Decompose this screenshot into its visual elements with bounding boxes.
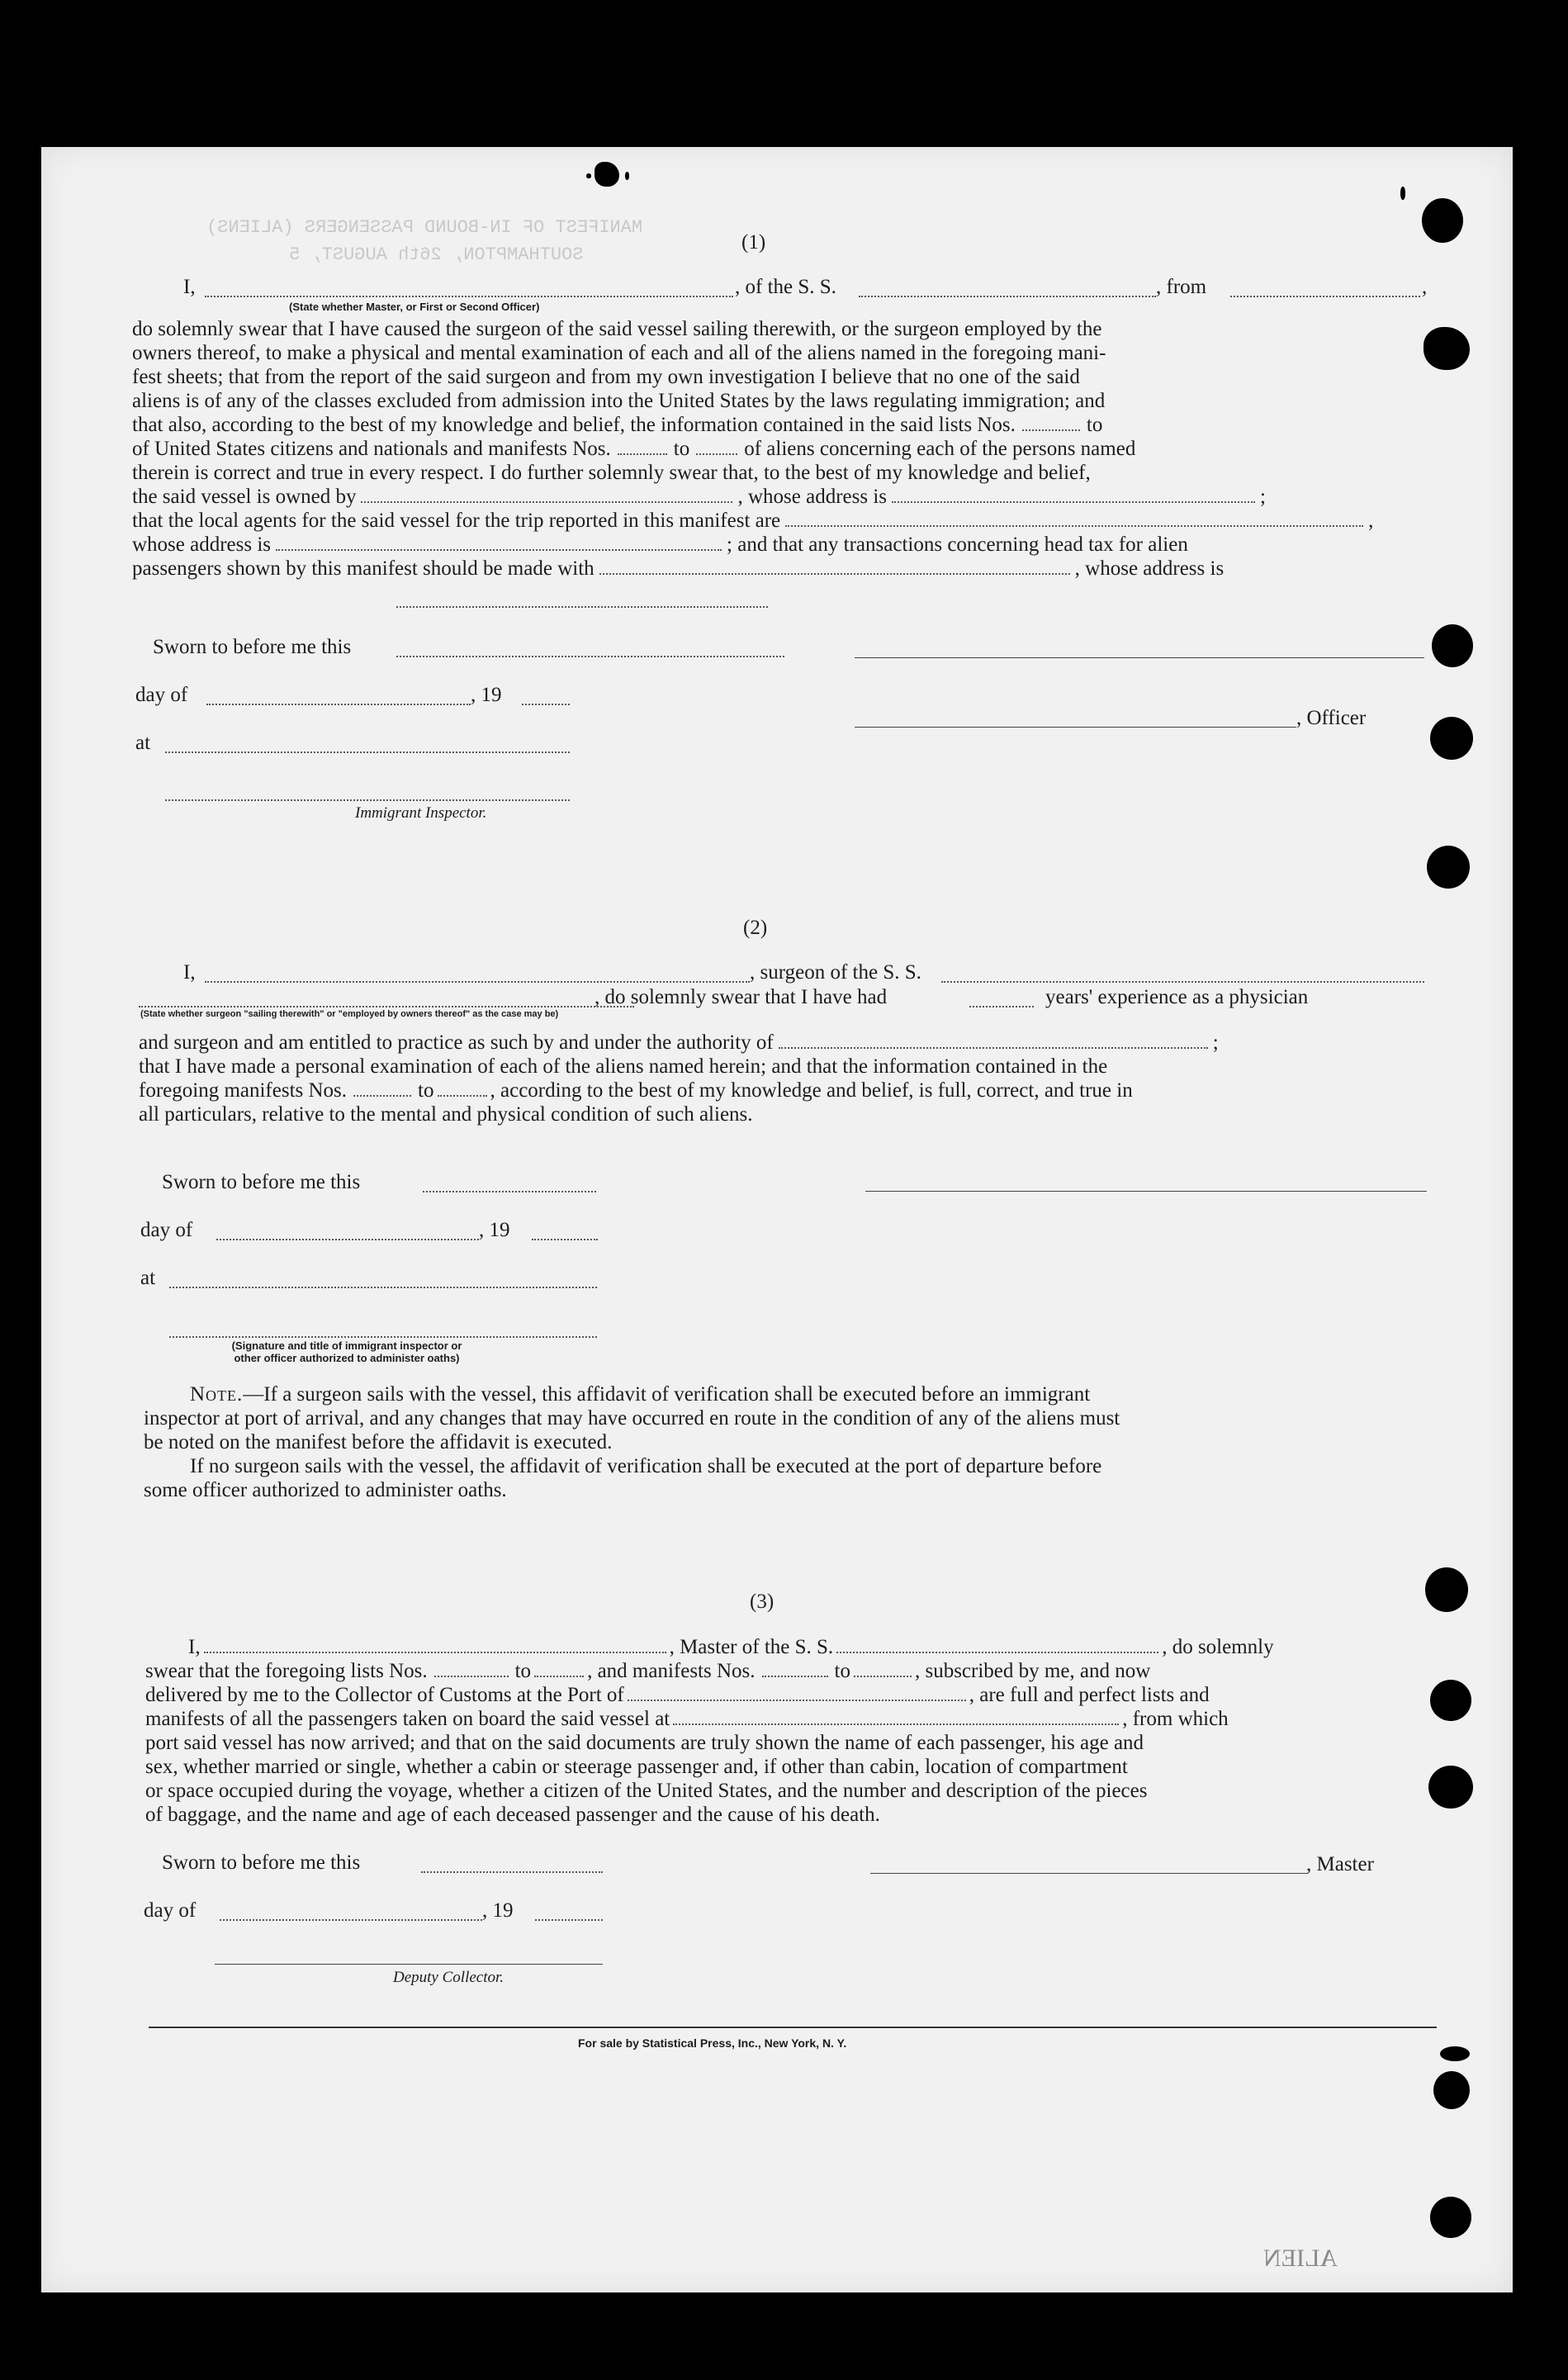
punch-hole <box>1422 198 1463 243</box>
at-blank <box>165 751 570 753</box>
body-line: and surgeon and am entitled to practice as such by and under the authority of ; <box>139 1031 1219 1054</box>
section2-swear: , do solemnly swear that I have had <box>595 986 888 1008</box>
section3-day-of: day of <box>144 1899 197 1922</box>
bleed-through-text: SOUTHAMPTON, 26th AUGUST, 5 <box>289 244 584 265</box>
section2-i-label: I, <box>183 961 196 984</box>
punch-hole <box>1428 1766 1473 1809</box>
punch-hole <box>1427 846 1470 889</box>
section1-number: (1) <box>741 231 766 254</box>
section1-inspector: Immigrant Inspector. <box>355 804 487 822</box>
body-line: swear that the foregoing lists Nos. to , and manifests Nos. to , subscribed by me, and now <box>145 1660 1151 1682</box>
section1-officer: , Officer <box>1296 707 1367 729</box>
body-line: or space occupied during the voyage, whether a citizen of the United States, and the number and description of the pieces <box>145 1780 1148 1802</box>
ship-name-blank <box>859 296 1156 297</box>
signature-line <box>855 657 1424 658</box>
oath-line: passengers shown by this manifest should be made with , whose address is <box>132 557 1225 580</box>
oath-line: that the local agents for the said vessel for the trip reported in this manifest are , <box>132 510 1374 532</box>
punch-hole <box>1430 717 1473 760</box>
note-line: be noted on the manifest before the affidavit is executed. <box>144 1431 613 1453</box>
comma: , <box>1422 276 1428 298</box>
document-page <box>41 147 1513 2292</box>
oath-line: owners thereof, to make a physical and mental examination of each and all of the aliens named in the foregoing mani- <box>132 342 1106 364</box>
section3-body <box>145 1635 1433 1827</box>
section3-collector: Deputy Collector. <box>393 1969 505 1986</box>
note-line: inspector at port of arrival, and any changes that may have occurred en route in the condition of any of the aliens must <box>144 1407 1120 1429</box>
section2-sworn: Sworn to before me this <box>162 1171 361 1193</box>
oath-line: whose address is ; and that any transactions concerning head tax for alien <box>132 533 1188 556</box>
punch-hole <box>1433 2071 1470 2109</box>
ink-mark <box>586 173 591 178</box>
body-line: that I have made a personal examination of each of the aliens named herein; and that the information contained in the <box>139 1055 1108 1078</box>
oath-line: the said vessel is owned by , whose address is ; <box>132 486 1266 508</box>
officer-signature-line <box>855 727 1296 728</box>
sig-note-line: other officer authorized to administer oaths) <box>234 1352 460 1364</box>
section1-day-of: day of <box>135 684 188 706</box>
sig-note-line: (Signature and title of immigrant inspector or <box>231 1339 462 1352</box>
years-blank <box>969 1006 1034 1007</box>
body-line: I, , Master of the S. S. , do solemnly <box>188 1636 1274 1658</box>
ink-mark <box>1400 187 1405 200</box>
collector-signature-line <box>215 1964 603 1965</box>
year-blank <box>535 1919 603 1921</box>
section1-oath-body <box>132 317 1424 581</box>
bleed-through-alien: ALIEN <box>1263 2245 1338 2272</box>
address-continuation-blank <box>396 606 768 608</box>
section3-sworn: Sworn to before me this <box>162 1851 361 1874</box>
section3-master: , Master <box>1306 1853 1374 1875</box>
section1-sworn: Sworn to before me this <box>153 636 352 658</box>
oath-line: aliens is of any of the classes excluded from admission into the United States by the laws regulating immigration; and <box>132 390 1106 412</box>
sworn-date-blank <box>421 1871 603 1873</box>
oath-line: that also, according to the best of my knowledge and belief, the information contained in the said lists Nos. to <box>132 414 1103 436</box>
punch-hole <box>1432 624 1473 667</box>
body-line: port said vessel has now arrived; and that on the said documents are truly shown the name of each passenger, his age and <box>145 1732 1144 1754</box>
section2-body <box>139 1031 1427 1126</box>
ink-mark <box>1440 2046 1470 2061</box>
surgeon-ship-blank <box>941 981 1424 983</box>
note-line: some officer authorized to administer oaths. <box>144 1479 507 1501</box>
master-signature-line <box>870 1873 1308 1874</box>
oath-line: fest sheets; that from the report of the said surgeon and from my own investigation I believe that no one of the said <box>132 366 1080 388</box>
punch-hole <box>1430 1680 1471 1721</box>
oath-line: do solemnly swear that I have caused the surgeon of the said vessel sailing therewith, or the surgeon employed by the <box>132 318 1102 340</box>
surgeon-signature-line <box>865 1191 1427 1192</box>
from-port-blank <box>1230 296 1420 297</box>
at-blank <box>169 1287 597 1288</box>
year-blank <box>522 704 570 705</box>
oath-line: of United States citizens and nationals and manifests Nos. to of aliens concerning each of the persons named <box>132 438 1136 460</box>
section1-from: , from <box>1156 276 1207 298</box>
note-label: Note. <box>190 1383 244 1406</box>
punch-hole <box>1430 2197 1471 2238</box>
note-line: If no surgeon sails with the vessel, the affidavit of verification shall be executed at the port of departure before <box>190 1455 1102 1477</box>
section2-year: , 19 <box>479 1219 510 1241</box>
oath-line: therein is correct and true in every respect. I do further solemnly swear that, to the best of my knowledge and belief, <box>132 462 1091 484</box>
surgeon-name-blank <box>205 981 750 983</box>
section2-day-of: day of <box>140 1219 193 1241</box>
inspector-signature-blank <box>165 799 570 801</box>
section2-surgeon-note: (State whether surgeon "sailing therewith" or "employed by owners thereof" as the case may be) <box>140 1009 559 1019</box>
inspector-signature-blank <box>169 1336 597 1338</box>
section2-surgeon: , surgeon of the S. S. <box>750 961 921 984</box>
section2-at: at <box>140 1267 156 1289</box>
year-blank <box>532 1239 598 1240</box>
section2-years: years' experience as a physician <box>1045 986 1309 1008</box>
bleed-through-text: MANIFEST OF IN-BOUND PASSENGERS (ALIENS) <box>206 217 643 238</box>
surgeon-status-blank <box>139 1006 634 1007</box>
body-line: delivered by me to the Collector of Customs at the Port of , are full and perfect lists and <box>145 1684 1210 1706</box>
note-line: Note.—If a surgeon sails with the vessel, this affidavit of verification shall be executed before an immigrant <box>190 1383 1091 1406</box>
section2-sig-note <box>182 1339 512 1364</box>
footer-printer: For sale by Statistical Press, Inc., New York, N. Y. <box>578 2036 847 2050</box>
section3-number: (3) <box>750 1591 775 1613</box>
master-name-blank <box>205 296 733 297</box>
day-blank <box>216 1239 479 1240</box>
section1-year: , 19 <box>471 684 502 706</box>
ink-mark <box>625 172 629 180</box>
punch-hole <box>1425 1567 1468 1612</box>
section1-master-note: (State whether Master, or First or Second Officer) <box>289 301 540 313</box>
note-block <box>144 1382 1432 1502</box>
sworn-date-blank <box>396 656 784 657</box>
body-line: all particulars, relative to the mental and physical condition of such aliens. <box>139 1103 753 1126</box>
body-line: manifests of all the passengers taken on board the said vessel at , from which <box>145 1708 1229 1730</box>
ink-mark <box>595 162 619 187</box>
body-line: of baggage, and the name and age of each deceased passenger and the cause of his death. <box>145 1804 880 1826</box>
sworn-date-blank <box>423 1191 596 1192</box>
body-line: foregoing manifests Nos. to , according to the best of my knowledge and belief, is full, correct, and true in <box>139 1079 1133 1102</box>
section1-of-ss: , of the S. S. <box>735 276 836 298</box>
punch-hole <box>1424 327 1470 370</box>
day-blank <box>220 1919 482 1921</box>
day-blank <box>206 704 471 705</box>
section3-year: , 19 <box>482 1899 514 1922</box>
section1-at: at <box>135 732 151 754</box>
section2-number: (2) <box>743 917 768 939</box>
section1-i-label: I, <box>183 276 196 298</box>
footer-rule <box>149 2027 1437 2028</box>
body-line: sex, whether married or single, whether a cabin or steerage passenger and, if other than cabin, location of compartment <box>145 1756 1128 1778</box>
